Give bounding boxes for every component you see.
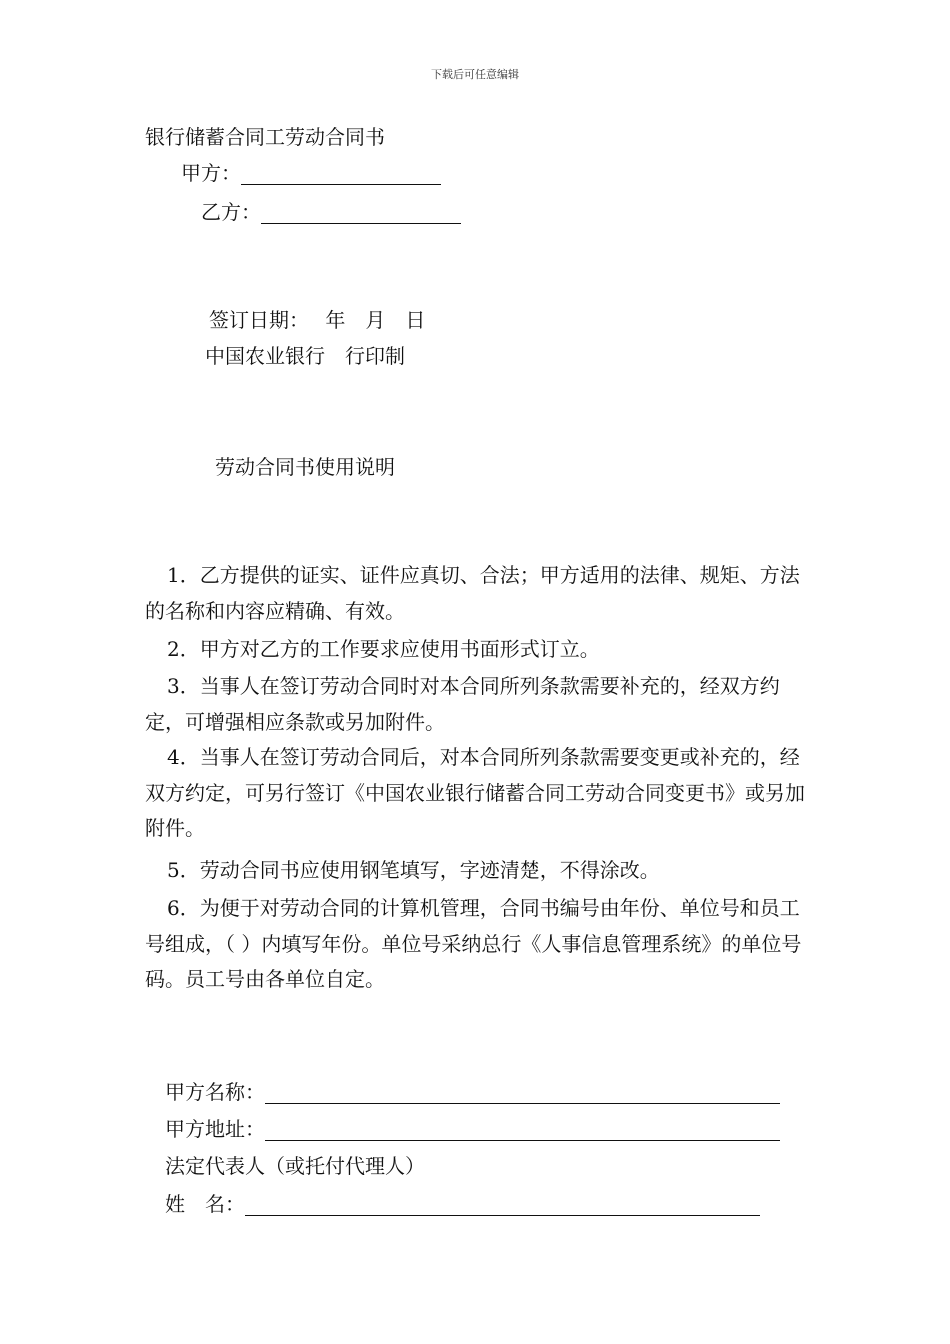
- party-a-address-label: 甲方地址：: [165, 1117, 265, 1141]
- sign-date: 签订日期： 年 月 日: [209, 308, 426, 332]
- document-title: 银行储蓄合同工劳动合同书: [145, 125, 385, 149]
- party-a-label: 甲方：: [181, 161, 241, 185]
- party-a-name-field[interactable]: [265, 1085, 780, 1104]
- person-name-field[interactable]: [245, 1197, 760, 1216]
- instruction-item-3: 3．当事人在签订劳动合同时对本合同所列条款需要补充的，经双方约定，可增强相应条款或另加附件。: [145, 674, 780, 734]
- instruction-item-1: 1．乙方提供的证实、证件应真切、合法；甲方适用的法律、规矩、方法的名称和内容应精确、有效。: [145, 563, 800, 623]
- party-a-address-field[interactable]: [265, 1122, 780, 1141]
- instruction-item-6: 6．为便于对劳动合同的计算机管理，合同书编号由年份、单位号和员工号组成，（ ）内填写年份。单位号采纳总行《人事信息管理系统》的单位号码。员工号由各单位自定。: [145, 896, 802, 991]
- page-header-note: 下载后可任意编辑: [431, 68, 519, 81]
- party-b-line: [201, 200, 461, 224]
- instruction-item-4: 4．当事人在签订劳动合同后，对本合同所列条款需要变更或补充的，经双方约定，可另行签订《中国农业银行储蓄合同工劳动合同变更书》或另加附件。: [145, 745, 805, 840]
- printer-note: 中国农业银行 行印制: [205, 344, 405, 368]
- party-a-address-line: [165, 1117, 780, 1141]
- party-a-field[interactable]: [241, 166, 441, 185]
- legal-rep-label: 法定代表人（或托付代理人）: [165, 1154, 425, 1178]
- instructions-heading: 劳动合同书使用说明: [215, 455, 395, 479]
- party-a-name-line: [165, 1080, 780, 1104]
- party-a-line: [181, 161, 441, 185]
- person-name-label: 姓 名：: [165, 1192, 245, 1216]
- party-a-name-label: 甲方名称：: [165, 1080, 265, 1104]
- person-name-line: [165, 1192, 760, 1216]
- party-b-label: 乙方：: [201, 200, 261, 224]
- instruction-item-2: 2．甲方对乙方的工作要求应使用书面形式订立。: [167, 637, 600, 661]
- instruction-item-5: 5．劳动合同书应使用钢笔填写，字迹清楚，不得涂改。: [167, 858, 660, 882]
- party-b-field[interactable]: [261, 205, 461, 224]
